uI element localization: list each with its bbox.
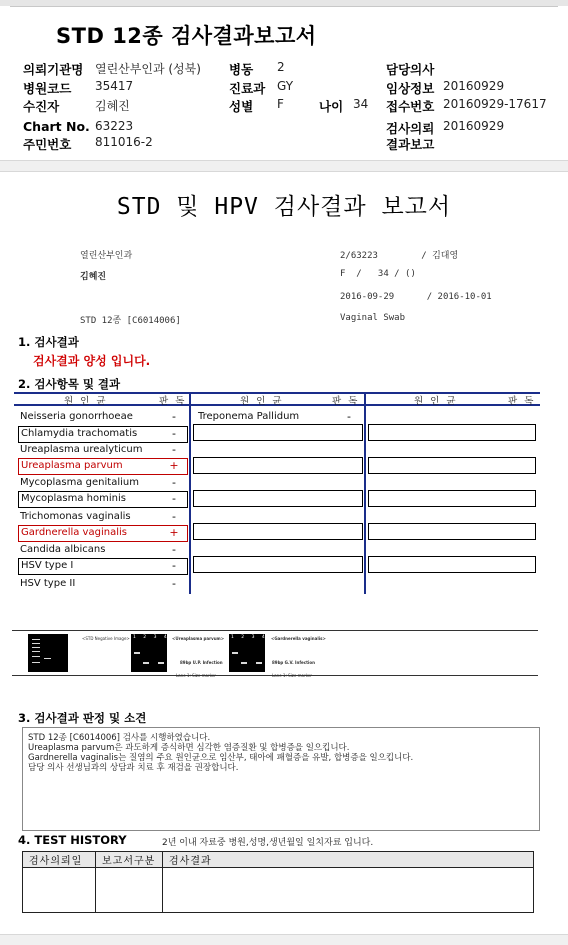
patient-label: 수진자 <box>23 99 60 114</box>
pathogen-name: Neisseria gonorrhoeae <box>20 411 133 422</box>
empty-row-box <box>368 523 536 540</box>
report-specimen: Vaginal Swab <box>340 313 406 323</box>
hospcode-label: 병원코드 <box>23 81 72 96</box>
pathogen-name: Ureaplasma urealyticum <box>20 444 143 455</box>
org-label: 의뢰기관명 <box>23 62 84 77</box>
positive-result-text: 검사결과 양성 입니다. <box>33 354 151 368</box>
history-col-type: 보고서구분 <box>96 852 163 868</box>
receipt-value: 20160929-17617 <box>443 97 547 111</box>
chart-label: Chart No. <box>23 119 90 134</box>
empty-row-box <box>193 490 363 507</box>
report-dates: 2016-09-29 / 2016-10-01 <box>340 292 492 302</box>
pathogen-result: - <box>172 559 176 572</box>
result-report-label: 결과보고 <box>386 137 435 152</box>
dept-value: GY <box>277 79 294 93</box>
clinical-label: 임상정보 <box>386 81 435 96</box>
report-clinic: 열린산부인과 <box>80 251 133 261</box>
pathogen-result-positive: + <box>169 459 179 472</box>
age-label: 나이 <box>319 99 344 114</box>
clinical-value: 20160929 <box>443 79 505 93</box>
pathogen-name: Chlamydia trachomatis <box>21 428 138 439</box>
age-value: 34 <box>353 97 369 111</box>
gel-up-lanes: 1 2 3 4 <box>133 635 170 640</box>
gel-up-legend-1: Lane 1: Size marker <box>176 673 216 678</box>
col-divider-1 <box>189 392 191 594</box>
s1-heading: 1. 검사결과 <box>18 335 79 349</box>
sex-label: 성별 <box>229 99 254 114</box>
s2-heading: 2. 검사항목 및 결과 <box>18 377 121 391</box>
gel-up-infection: 89bp U.P. Infection <box>180 660 223 665</box>
pathogen-result: - <box>172 577 176 590</box>
pathogen-name: HSV type II <box>20 578 76 589</box>
patient-value: 김혜진 <box>95 99 130 113</box>
doctor-label: 담당의사 <box>386 62 435 77</box>
history-col-date: 검사의뢰일 <box>23 852 96 868</box>
gel-gv-legend-1: Lane 1: Size marker <box>272 673 312 678</box>
col3-pathogen-header: 원 인 균 <box>414 396 458 407</box>
report-patient: 김혜진 <box>80 272 107 282</box>
opinion-line-1: STD 12종 [C6014006] 검사를 시행하였습니다. <box>28 733 211 743</box>
rrn-value: 811016-2 <box>95 135 153 149</box>
hospcode-value: 35417 <box>95 79 134 93</box>
col2-pathogen-header: 원 인 균 <box>240 396 284 407</box>
gel-gv-infection: 89bp G.V. Infection <box>272 660 316 665</box>
report-chart-doctor: 2/63223 / 김대영 <box>340 251 459 261</box>
col1-result-header: 판 독 <box>159 396 187 407</box>
empty-row-box <box>193 457 363 474</box>
pathogen-name-positive: Gardnerella vaginalis <box>21 527 127 538</box>
bottom-bar <box>0 934 568 945</box>
pathogen-result: - <box>172 476 176 489</box>
history-cell <box>163 868 534 913</box>
col3-result-header: 판 독 <box>508 396 536 407</box>
col-divider-2 <box>364 392 366 594</box>
request-value: 20160929 <box>443 119 505 133</box>
report-test: STD 12종 [C6014006] <box>80 316 181 326</box>
empty-row-box <box>368 490 536 507</box>
pathogen-result-positive: + <box>169 526 179 539</box>
pathogen-name-positive: Ureaplasma parvum <box>21 460 123 471</box>
col1-pathogen-header: 원 인 균 <box>64 396 108 407</box>
pathogen-name: Candida albicans <box>20 544 106 555</box>
chart-value: 63223 <box>95 119 134 133</box>
pathogen-name: Mycoplasma hominis <box>21 493 126 504</box>
history-col-result: 검사결과 <box>163 852 534 868</box>
request-label: 검사의뢰 <box>386 121 435 136</box>
dept-label: 진료과 <box>229 81 266 96</box>
top-divider <box>10 6 558 7</box>
empty-row-box <box>368 424 536 441</box>
pathogen-result: - <box>172 492 176 505</box>
org-value: 열린산부인과 (성북) <box>95 62 201 76</box>
gel-std-negative <box>28 634 68 672</box>
pathogen-name: HSV type I <box>21 560 74 571</box>
report-title: STD 및 HPV 검사결과 보고서 <box>116 194 452 220</box>
empty-row-box <box>193 424 363 441</box>
s3-heading: 3. 검사결과 판정 및 소견 <box>18 711 147 725</box>
treponema-name: Treponema Pallidum <box>198 411 300 422</box>
ward-value: 2 <box>277 60 285 74</box>
history-cell <box>96 868 163 913</box>
col2-result-header: 판 독 <box>332 396 360 407</box>
treponema-result: - <box>347 410 351 423</box>
receipt-label: 접수번호 <box>386 99 435 114</box>
history-table <box>22 851 534 913</box>
opinion-line-3: Gardnerella vaginalis는 질염의 주요 원인균으로 임산부, 태아에 패혈증을 유발, 합병증을 일으킵니다. <box>28 753 414 763</box>
report-sex-age: F / 34 / () <box>340 269 416 279</box>
section-separator <box>0 160 568 172</box>
gel-gv-lanes: 1 2 3 4 <box>231 635 268 640</box>
s4-heading: 4. TEST HISTORY <box>18 833 127 847</box>
pathogen-result: - <box>172 410 176 423</box>
gel-up-title: <Ureaplasma parvum> <box>172 636 225 641</box>
form-title: STD 12종 검사결과보고서 <box>56 24 317 48</box>
pathogen-name: Trichomonas vaginalis <box>20 511 131 522</box>
sex-value: F <box>277 97 284 111</box>
history-cell <box>23 868 96 913</box>
gel-gv-title: <Gardnerella vaginalis> <box>271 636 326 641</box>
empty-row-box <box>368 556 536 573</box>
pathogen-result: - <box>172 543 176 556</box>
ward-label: 병동 <box>229 62 254 77</box>
pathogen-result: - <box>172 443 176 456</box>
pathogen-name: Mycoplasma genitalium <box>20 477 139 488</box>
gel-std-label: <STD Negative Image> <box>82 636 130 641</box>
pathogen-result: - <box>172 510 176 523</box>
empty-row-box <box>193 523 363 540</box>
opinion-line-2: Ureaplasma parvum은 과도하게 증식하면 심각한 염증질환 및 합병증을 일으킵니다. <box>28 743 350 753</box>
empty-row-box <box>368 457 536 474</box>
history-note: 2년 이내 자료중 병원,성명,생년월일 일치자료 입니다. <box>162 838 374 848</box>
pathogen-result: - <box>172 427 176 440</box>
opinion-line-4: 담당 의사 선생님과의 상담과 치료 후 재검을 권장합니다. <box>28 763 239 773</box>
empty-row-box <box>193 556 363 573</box>
rrn-label: 주민번호 <box>23 137 72 152</box>
